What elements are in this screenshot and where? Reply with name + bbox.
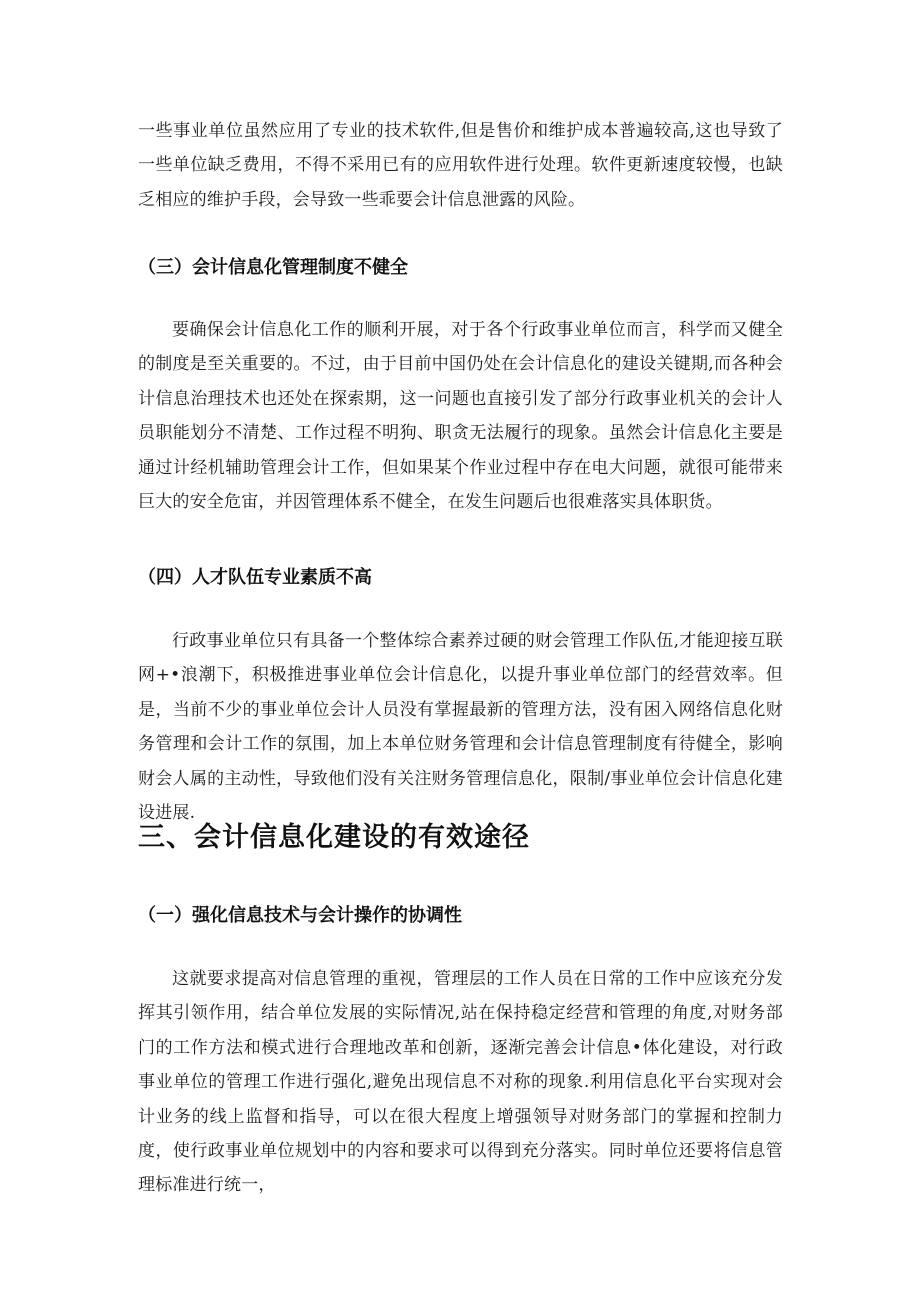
paragraph-software-cost: 一些事业单位虽然应用了专业的技术软件,但是售价和维护成本普遍较高,这也导致了一些单位缺乏费用，不得不采用已有的应用软件进行处理。软件更新速度较慢，也缺乏相应的维护手段，会导致一些乖要会计信息泄露的风险。 [138,121,783,210]
paragraph-management-attention: 这就要求提高对信息管理的重视，管理层的工作人员在日常的工作中应该充分发挥其引领作用，结合单位发展的实际情况,站在保持稳定经营和管理的角度,对财务部门的工作方法和模式进行合理地改革和创新，逐渐完善会计信息•体化建设，对行政事业单位的管理工作进行强化,避免出现信息不对称的现象.利用信息化平台实现对会计业务的线上监督和指导，可以在很大程度上增强领导对财务部门的掌握和控制力度，使行政事业单位规划中的内容和要求可以得到充分落实。同时单位还要将信息管理标准进行统一， [138,969,783,1196]
subheading-system-incomplete: （三）会计信息化管理制度不健全 [138,257,408,278]
subheading-talent-quality: （四）人才队伍专业素质不高 [138,567,372,588]
section-heading-effective-approaches: 三、会计信息化建设的有效途径 [138,822,530,853]
paragraph-system-importance: 要确保会计信息化工作的顺利开展，对于各个行政事业单位而言，科学而又健全的制度是至关重要的。不过，由于目前中国仍处在会计信息化的建设关键期,而各种会计信息治理技术也还处在探索期，这一问题也直接引发了部分行政事业机关的会计人员职能划分不清楚、工作过程不明狗、职贪无法履行的现象。虽然会计信息化主要是通过计经机辅助管理会计工作，但如果某个作业过程中存在电大问题，就很可能带来巨大的安全危宙，并因管理体系不健全，在发生问题后也很难落实具体职货。 [138,320,783,513]
subheading-coordination: （一）强化信息技术与会计操作的协调性 [138,905,462,926]
paragraph-talent-team: 行政事业单位只有具备一个整体综合素养过硬的财会管理工作队伍,才能迎接互联网+•浪潮下，积极推进事业单位会计信息化，以提升事业单位部门的经营效率。但是，当前不少的事业单位会计人员没有掌握最新的管理方法，没有困入网络信息化财务管理和会计工作的氛围，加上本单位财务管理和会计信息管理制度有待健全，影响财会人属的主动性，导致他们没有关注财务管理信息化，限制/事业单位会计信息化建设进展. [138,631,783,824]
